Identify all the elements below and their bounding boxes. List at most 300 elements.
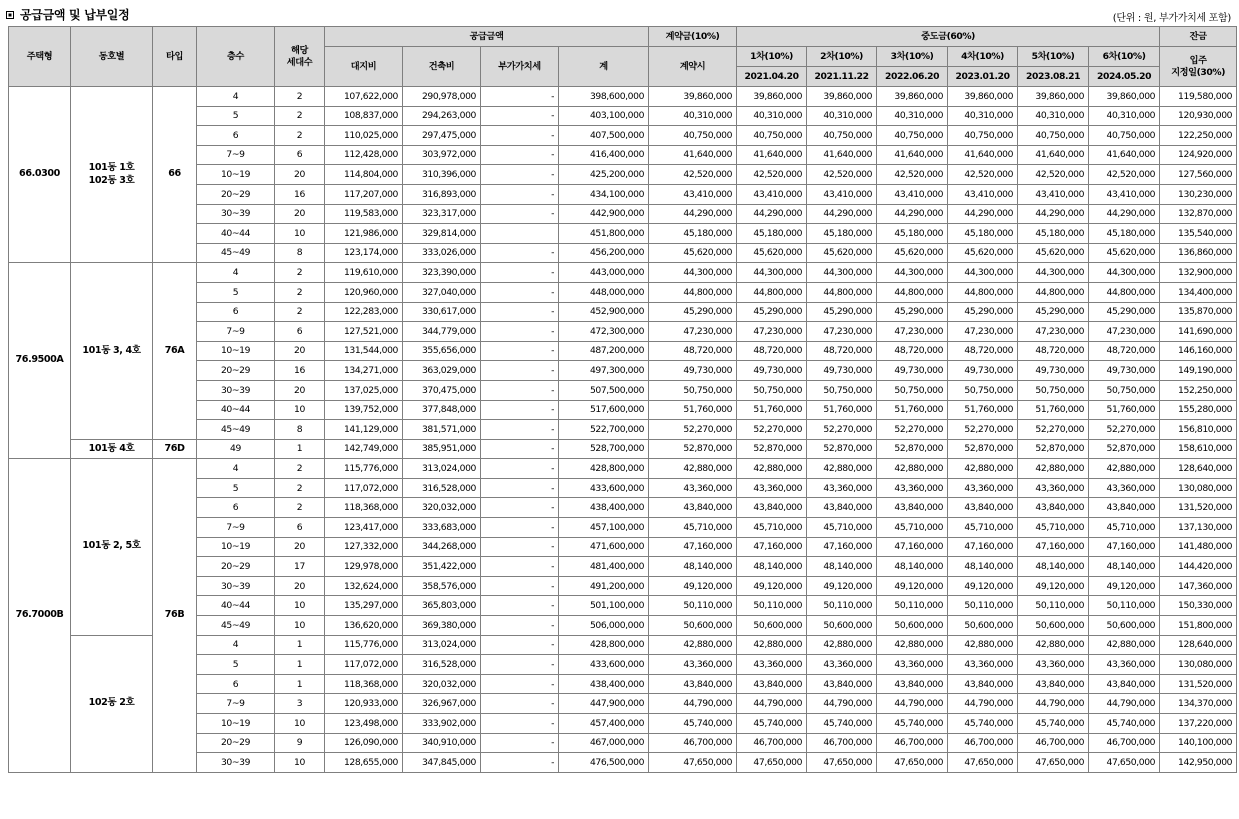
total-cell: 428,800,000 — [559, 459, 649, 479]
installment-2-cell: 49,120,000 — [807, 576, 877, 596]
installment-6-cell: 50,110,000 — [1089, 596, 1160, 616]
header-inst-6: 6차(10%) — [1089, 47, 1160, 67]
installment-3-cell: 42,880,000 — [877, 459, 948, 479]
installment-3-cell: 51,760,000 — [877, 400, 948, 420]
installment-2-cell: 45,290,000 — [807, 302, 877, 322]
installment-4-cell: 43,410,000 — [948, 184, 1018, 204]
deposit-cell: 45,180,000 — [649, 224, 737, 244]
balance-cell: 147,360,000 — [1160, 576, 1237, 596]
installment-2-cell: 43,840,000 — [807, 498, 877, 518]
installment-1-cell: 44,290,000 — [737, 204, 807, 224]
installment-5-cell: 40,750,000 — [1018, 126, 1089, 146]
installment-1-cell: 48,140,000 — [737, 557, 807, 577]
installment-1-cell: 43,410,000 — [737, 184, 807, 204]
floor-cell: 20~29 — [197, 733, 275, 753]
vat-cell: - — [481, 498, 559, 518]
deposit-cell: 43,360,000 — [649, 655, 737, 675]
unit-count-cell: 20 — [275, 576, 325, 596]
installment-2-cell: 43,360,000 — [807, 655, 877, 675]
installment-3-cell: 50,750,000 — [877, 380, 948, 400]
unit-count-cell: 2 — [275, 459, 325, 479]
installment-6-cell: 42,520,000 — [1089, 165, 1160, 185]
balance-cell: 135,540,000 — [1160, 224, 1237, 244]
floor-cell: 5 — [197, 655, 275, 675]
installment-6-cell: 43,840,000 — [1089, 498, 1160, 518]
installment-6-cell: 47,650,000 — [1089, 753, 1160, 773]
installment-5-cell: 44,300,000 — [1018, 263, 1089, 283]
unit-tip-cell: 76A — [153, 263, 197, 439]
installment-5-cell: 44,290,000 — [1018, 204, 1089, 224]
installment-6-cell: 43,410,000 — [1089, 184, 1160, 204]
installment-6-cell: 49,120,000 — [1089, 576, 1160, 596]
installment-2-cell: 41,640,000 — [807, 145, 877, 165]
vat-cell: - — [481, 439, 559, 459]
installment-4-cell: 43,840,000 — [948, 498, 1018, 518]
vat-cell: - — [481, 361, 559, 381]
deposit-cell: 49,120,000 — [649, 576, 737, 596]
installment-5-cell: 42,880,000 — [1018, 459, 1089, 479]
installment-1-cell: 44,300,000 — [737, 263, 807, 283]
floor-cell: 6 — [197, 126, 275, 146]
installment-1-cell: 41,640,000 — [737, 145, 807, 165]
housing-type-cell: 76.9500A — [9, 263, 71, 459]
installment-5-cell: 49,730,000 — [1018, 361, 1089, 381]
vat-cell: - — [481, 322, 559, 342]
land-cost-cell: 118,368,000 — [325, 498, 403, 518]
installment-3-cell: 44,290,000 — [877, 204, 948, 224]
unit-count-cell: 2 — [275, 282, 325, 302]
building-cost-cell: 333,026,000 — [403, 243, 481, 263]
installment-4-cell: 46,700,000 — [948, 733, 1018, 753]
land-cost-cell: 126,090,000 — [325, 733, 403, 753]
balance-cell: 150,330,000 — [1160, 596, 1237, 616]
total-cell: 506,000,000 — [559, 616, 649, 636]
land-cost-cell: 119,583,000 — [325, 204, 403, 224]
balance-cell: 131,520,000 — [1160, 498, 1237, 518]
land-cost-cell: 114,804,000 — [325, 165, 403, 185]
installment-3-cell: 46,700,000 — [877, 733, 948, 753]
vat-cell: - — [481, 557, 559, 577]
installment-5-cell: 45,180,000 — [1018, 224, 1089, 244]
land-cost-cell: 123,417,000 — [325, 518, 403, 538]
building-cost-cell: 320,032,000 — [403, 498, 481, 518]
unit-count-cell: 1 — [275, 439, 325, 459]
floor-cell: 7~9 — [197, 322, 275, 342]
total-cell: 456,200,000 — [559, 243, 649, 263]
land-cost-cell: 123,174,000 — [325, 243, 403, 263]
balance-cell: 140,100,000 — [1160, 733, 1237, 753]
installment-5-cell: 46,700,000 — [1018, 733, 1089, 753]
unit-count-cell: 10 — [275, 753, 325, 773]
installment-2-cell: 47,160,000 — [807, 537, 877, 557]
building-cost-cell: 363,029,000 — [403, 361, 481, 381]
installment-2-cell: 44,790,000 — [807, 694, 877, 714]
building-cost-cell: 323,317,000 — [403, 204, 481, 224]
land-cost-cell: 136,620,000 — [325, 616, 403, 636]
floor-cell: 4 — [197, 459, 275, 479]
unit-count-cell: 10 — [275, 400, 325, 420]
deposit-cell: 52,270,000 — [649, 420, 737, 440]
header-inst-1: 1차(10%) — [737, 47, 807, 67]
installment-2-cell: 48,720,000 — [807, 341, 877, 361]
floor-cell: 40~44 — [197, 224, 275, 244]
land-cost-cell: 117,072,000 — [325, 655, 403, 675]
balance-cell: 155,280,000 — [1160, 400, 1237, 420]
installment-3-cell: 49,120,000 — [877, 576, 948, 596]
vat-cell: - — [481, 87, 559, 107]
installment-5-cell: 47,650,000 — [1018, 753, 1089, 773]
deposit-cell: 47,160,000 — [649, 537, 737, 557]
balance-cell: 134,400,000 — [1160, 282, 1237, 302]
installment-1-cell: 45,180,000 — [737, 224, 807, 244]
building-unit-cell: 101동 4호 — [71, 439, 153, 459]
installment-3-cell: 47,230,000 — [877, 322, 948, 342]
installment-4-cell: 44,800,000 — [948, 282, 1018, 302]
total-cell: 471,600,000 — [559, 537, 649, 557]
installment-1-cell: 52,870,000 — [737, 439, 807, 459]
header-type: 주택형 — [9, 27, 71, 87]
building-cost-cell: 326,967,000 — [403, 694, 481, 714]
unit-count-cell: 17 — [275, 557, 325, 577]
deposit-cell: 48,720,000 — [649, 341, 737, 361]
installment-1-cell: 40,750,000 — [737, 126, 807, 146]
land-cost-cell: 117,207,000 — [325, 184, 403, 204]
installment-2-cell: 45,710,000 — [807, 518, 877, 538]
installment-4-cell: 43,360,000 — [948, 655, 1018, 675]
land-cost-cell: 110,025,000 — [325, 126, 403, 146]
building-cost-cell: 333,902,000 — [403, 714, 481, 734]
balance-cell: 122,250,000 — [1160, 126, 1237, 146]
deposit-cell: 42,880,000 — [649, 635, 737, 655]
table-header — [9, 27, 1237, 87]
installment-3-cell: 47,160,000 — [877, 537, 948, 557]
installment-5-cell: 44,800,000 — [1018, 282, 1089, 302]
installment-2-cell: 50,110,000 — [807, 596, 877, 616]
installment-1-cell: 47,230,000 — [737, 322, 807, 342]
installment-1-cell: 43,360,000 — [737, 478, 807, 498]
floor-cell: 5 — [197, 282, 275, 302]
installment-1-cell: 40,310,000 — [737, 106, 807, 126]
installment-6-cell: 47,160,000 — [1089, 537, 1160, 557]
page-title-text: 공급금액 및 납부일정 — [20, 8, 130, 22]
unit-count-cell: 1 — [275, 674, 325, 694]
balance-cell: 151,800,000 — [1160, 616, 1237, 636]
installment-2-cell: 52,870,000 — [807, 439, 877, 459]
installment-4-cell: 45,740,000 — [948, 714, 1018, 734]
land-cost-cell: 120,960,000 — [325, 282, 403, 302]
installment-6-cell: 52,270,000 — [1089, 420, 1160, 440]
balance-cell: 144,420,000 — [1160, 557, 1237, 577]
floor-cell: 10~19 — [197, 714, 275, 734]
installment-3-cell: 50,600,000 — [877, 616, 948, 636]
installment-3-cell: 42,880,000 — [877, 635, 948, 655]
unit-count-cell: 20 — [275, 537, 325, 557]
total-cell: 438,400,000 — [559, 498, 649, 518]
vat-cell: - — [481, 714, 559, 734]
vat-cell: - — [481, 282, 559, 302]
installment-2-cell: 52,270,000 — [807, 420, 877, 440]
installment-6-cell: 47,230,000 — [1089, 322, 1160, 342]
installment-1-cell: 43,360,000 — [737, 655, 807, 675]
building-cost-cell: 329,814,000 — [403, 224, 481, 244]
header-deposit: 계약금(10%) — [649, 27, 737, 47]
floor-cell: 45~49 — [197, 616, 275, 636]
installment-5-cell: 50,110,000 — [1018, 596, 1089, 616]
floor-cell: 10~19 — [197, 537, 275, 557]
land-cost-cell: 134,271,000 — [325, 361, 403, 381]
installment-3-cell: 40,310,000 — [877, 106, 948, 126]
installment-5-cell: 43,840,000 — [1018, 498, 1089, 518]
installment-6-cell: 44,790,000 — [1089, 694, 1160, 714]
building-unit-cell: 102동 2호 — [71, 635, 153, 772]
vat-cell: - — [481, 126, 559, 146]
deposit-cell: 40,750,000 — [649, 126, 737, 146]
header-balance-sub: 입주 지정일(30%) — [1160, 47, 1237, 87]
land-cost-cell: 137,025,000 — [325, 380, 403, 400]
installment-3-cell: 48,140,000 — [877, 557, 948, 577]
header-inst-6-date: 2024.05.20 — [1089, 67, 1160, 87]
installment-2-cell: 45,740,000 — [807, 714, 877, 734]
installment-3-cell: 43,840,000 — [877, 674, 948, 694]
vat-cell — [481, 224, 559, 244]
balance-cell: 152,250,000 — [1160, 380, 1237, 400]
installment-2-cell: 43,410,000 — [807, 184, 877, 204]
installment-6-cell: 45,620,000 — [1089, 243, 1160, 263]
installment-6-cell: 45,710,000 — [1089, 518, 1160, 538]
floor-cell: 7~9 — [197, 145, 275, 165]
building-cost-cell: 344,268,000 — [403, 537, 481, 557]
installment-5-cell: 45,620,000 — [1018, 243, 1089, 263]
installment-3-cell: 40,750,000 — [877, 126, 948, 146]
balance-cell: 142,950,000 — [1160, 753, 1237, 773]
total-cell: 522,700,000 — [559, 420, 649, 440]
total-cell: 447,900,000 — [559, 694, 649, 714]
total-cell: 497,300,000 — [559, 361, 649, 381]
floor-cell: 6 — [197, 302, 275, 322]
installment-4-cell: 51,760,000 — [948, 400, 1018, 420]
land-cost-cell: 139,752,000 — [325, 400, 403, 420]
installment-2-cell: 42,880,000 — [807, 635, 877, 655]
installment-5-cell: 43,410,000 — [1018, 184, 1089, 204]
unit-count-cell: 8 — [275, 420, 325, 440]
installment-2-cell: 44,290,000 — [807, 204, 877, 224]
header-inst-4: 4차(10%) — [948, 47, 1018, 67]
header-inst-5: 5차(10%) — [1018, 47, 1089, 67]
total-cell: 481,400,000 — [559, 557, 649, 577]
balance-cell: 124,920,000 — [1160, 145, 1237, 165]
installment-1-cell: 48,720,000 — [737, 341, 807, 361]
vat-cell: - — [481, 694, 559, 714]
floor-cell: 10~19 — [197, 165, 275, 185]
vat-cell: - — [481, 145, 559, 165]
building-cost-cell: 385,951,000 — [403, 439, 481, 459]
deposit-cell: 43,840,000 — [649, 674, 737, 694]
installment-5-cell: 45,290,000 — [1018, 302, 1089, 322]
unit-count-cell: 6 — [275, 145, 325, 165]
building-cost-cell: 316,528,000 — [403, 478, 481, 498]
installment-2-cell: 45,620,000 — [807, 243, 877, 263]
installment-2-cell: 50,600,000 — [807, 616, 877, 636]
installment-1-cell: 45,290,000 — [737, 302, 807, 322]
header-balance: 잔금 — [1160, 27, 1237, 47]
table-row — [9, 439, 1237, 459]
installment-1-cell: 45,620,000 — [737, 243, 807, 263]
header-middle: 중도금(60%) — [737, 27, 1160, 47]
installment-5-cell: 43,360,000 — [1018, 655, 1089, 675]
supply-price-table — [8, 26, 1237, 773]
unit-count-cell: 10 — [275, 616, 325, 636]
land-cost-cell: 122,283,000 — [325, 302, 403, 322]
building-cost-cell: 381,571,000 — [403, 420, 481, 440]
unit-count-cell: 3 — [275, 694, 325, 714]
total-cell: 528,700,000 — [559, 439, 649, 459]
floor-cell: 45~49 — [197, 243, 275, 263]
vat-cell: - — [481, 616, 559, 636]
building-cost-cell: 297,475,000 — [403, 126, 481, 146]
vat-cell: - — [481, 753, 559, 773]
deposit-cell: 42,880,000 — [649, 459, 737, 479]
building-cost-cell: 365,803,000 — [403, 596, 481, 616]
installment-1-cell: 52,270,000 — [737, 420, 807, 440]
header-land: 대지비 — [325, 47, 403, 87]
title-bar — [0, 0, 1239, 26]
floor-cell: 49 — [197, 439, 275, 459]
deposit-cell: 43,410,000 — [649, 184, 737, 204]
installment-3-cell: 49,730,000 — [877, 361, 948, 381]
installment-5-cell: 50,600,000 — [1018, 616, 1089, 636]
deposit-cell: 45,740,000 — [649, 714, 737, 734]
floor-cell: 30~39 — [197, 380, 275, 400]
installment-4-cell: 48,140,000 — [948, 557, 1018, 577]
installment-5-cell: 50,750,000 — [1018, 380, 1089, 400]
floor-cell: 30~39 — [197, 204, 275, 224]
balance-cell: 149,190,000 — [1160, 361, 1237, 381]
installment-4-cell: 45,180,000 — [948, 224, 1018, 244]
header-total: 계 — [559, 47, 649, 87]
building-cost-cell: 333,683,000 — [403, 518, 481, 538]
installment-6-cell: 50,600,000 — [1089, 616, 1160, 636]
installment-2-cell: 40,310,000 — [807, 106, 877, 126]
building-cost-cell: 313,024,000 — [403, 635, 481, 655]
installment-3-cell: 39,860,000 — [877, 87, 948, 107]
installment-3-cell: 43,840,000 — [877, 498, 948, 518]
land-cost-cell: 127,521,000 — [325, 322, 403, 342]
table-row — [9, 87, 1237, 107]
installment-1-cell: 43,840,000 — [737, 674, 807, 694]
unit-count-cell: 2 — [275, 302, 325, 322]
installment-6-cell: 45,740,000 — [1089, 714, 1160, 734]
unit-count-cell: 20 — [275, 165, 325, 185]
installment-4-cell: 45,620,000 — [948, 243, 1018, 263]
land-cost-cell: 131,544,000 — [325, 341, 403, 361]
vat-cell: - — [481, 478, 559, 498]
unit-count-cell: 16 — [275, 184, 325, 204]
floor-cell: 5 — [197, 106, 275, 126]
installment-2-cell: 48,140,000 — [807, 557, 877, 577]
installment-3-cell: 48,720,000 — [877, 341, 948, 361]
installment-1-cell: 50,600,000 — [737, 616, 807, 636]
unit-count-cell: 2 — [275, 263, 325, 283]
building-cost-cell: 340,910,000 — [403, 733, 481, 753]
balance-cell: 134,370,000 — [1160, 694, 1237, 714]
installment-6-cell: 44,290,000 — [1089, 204, 1160, 224]
unit-count-cell: 10 — [275, 714, 325, 734]
unit-note: (단위 : 원, 부가가치세 포함) — [1112, 13, 1231, 24]
installment-6-cell: 43,360,000 — [1089, 478, 1160, 498]
installment-4-cell: 44,790,000 — [948, 694, 1018, 714]
floor-cell: 4 — [197, 635, 275, 655]
unit-count-cell: 1 — [275, 635, 325, 655]
balance-cell: 141,480,000 — [1160, 537, 1237, 557]
vat-cell: - — [481, 537, 559, 557]
installment-3-cell: 41,640,000 — [877, 145, 948, 165]
installment-3-cell: 45,180,000 — [877, 224, 948, 244]
building-cost-cell: 347,845,000 — [403, 753, 481, 773]
floor-cell: 40~44 — [197, 400, 275, 420]
land-cost-cell: 141,129,000 — [325, 420, 403, 440]
land-cost-cell: 108,837,000 — [325, 106, 403, 126]
vat-cell: - — [481, 674, 559, 694]
building-cost-cell: 310,396,000 — [403, 165, 481, 185]
balance-cell: 158,610,000 — [1160, 439, 1237, 459]
unit-count-cell: 2 — [275, 478, 325, 498]
vat-cell: - — [481, 204, 559, 224]
header-tip: 타입 — [153, 27, 197, 87]
building-cost-cell: 323,390,000 — [403, 263, 481, 283]
header-inst-2: 2차(10%) — [807, 47, 877, 67]
land-cost-cell: 128,655,000 — [325, 753, 403, 773]
vat-cell: - — [481, 341, 559, 361]
balance-cell: 146,160,000 — [1160, 341, 1237, 361]
balance-cell: 132,900,000 — [1160, 263, 1237, 283]
installment-1-cell: 45,710,000 — [737, 518, 807, 538]
total-cell: 428,800,000 — [559, 635, 649, 655]
installment-4-cell: 47,650,000 — [948, 753, 1018, 773]
floor-cell: 45~49 — [197, 420, 275, 440]
installment-2-cell: 46,700,000 — [807, 733, 877, 753]
installment-6-cell: 50,750,000 — [1089, 380, 1160, 400]
installment-5-cell: 48,140,000 — [1018, 557, 1089, 577]
header-count: 해당 세대수 — [275, 27, 325, 87]
installment-6-cell: 41,640,000 — [1089, 145, 1160, 165]
installment-6-cell: 40,750,000 — [1089, 126, 1160, 146]
installment-1-cell: 49,730,000 — [737, 361, 807, 381]
deposit-cell: 47,230,000 — [649, 322, 737, 342]
building-cost-cell: 377,848,000 — [403, 400, 481, 420]
vat-cell: - — [481, 302, 559, 322]
land-cost-cell: 123,498,000 — [325, 714, 403, 734]
installment-3-cell: 45,620,000 — [877, 243, 948, 263]
installment-6-cell: 45,290,000 — [1089, 302, 1160, 322]
total-cell: 425,200,000 — [559, 165, 649, 185]
installment-1-cell: 50,110,000 — [737, 596, 807, 616]
unit-count-cell: 20 — [275, 380, 325, 400]
balance-cell: 128,640,000 — [1160, 459, 1237, 479]
floor-cell: 6 — [197, 674, 275, 694]
total-cell: 434,100,000 — [559, 184, 649, 204]
installment-5-cell: 39,860,000 — [1018, 87, 1089, 107]
installment-1-cell: 44,800,000 — [737, 282, 807, 302]
deposit-cell: 44,790,000 — [649, 694, 737, 714]
floor-cell: 40~44 — [197, 596, 275, 616]
installment-6-cell: 42,880,000 — [1089, 635, 1160, 655]
floor-cell: 10~19 — [197, 341, 275, 361]
deposit-cell: 50,750,000 — [649, 380, 737, 400]
installment-1-cell: 47,650,000 — [737, 753, 807, 773]
installment-4-cell: 48,720,000 — [948, 341, 1018, 361]
total-cell: 403,100,000 — [559, 106, 649, 126]
vat-cell: - — [481, 243, 559, 263]
